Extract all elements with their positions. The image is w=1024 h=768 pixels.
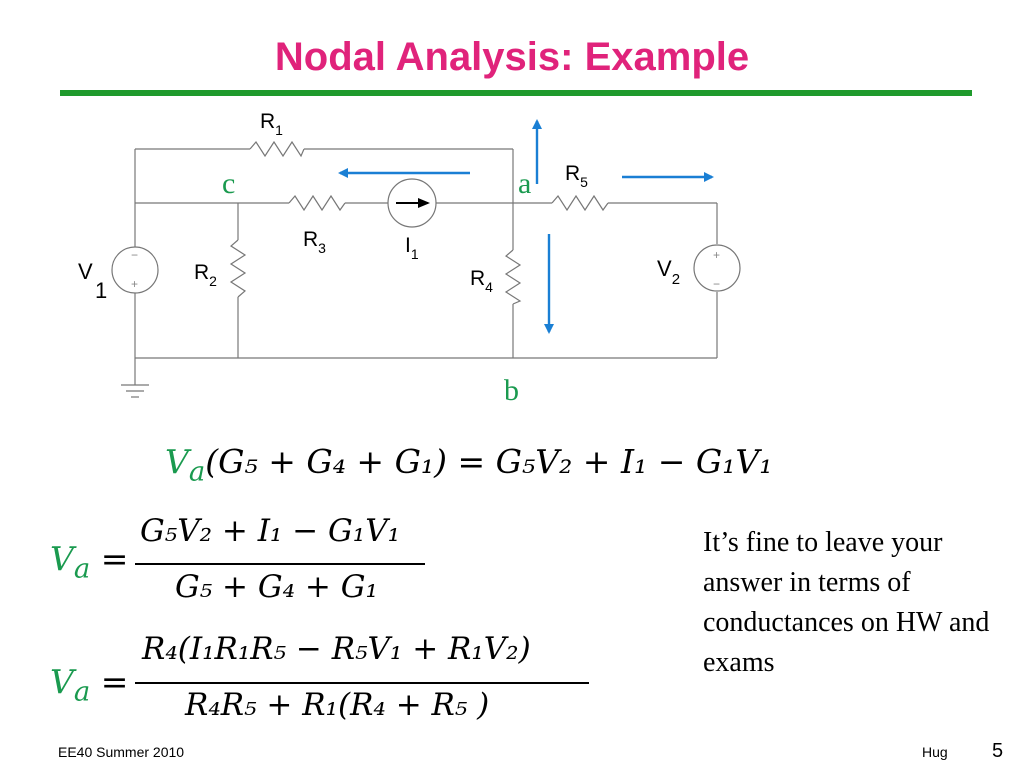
svg-text:R4 bbox=[470, 267, 493, 295]
eq3-lhs: $V_a$ = bbox=[50, 662, 129, 708]
resistor-r5 bbox=[552, 162, 608, 210]
v2-minus-sign: − bbox=[713, 277, 721, 291]
r4-letter: R bbox=[470, 267, 486, 290]
page-number: 5 bbox=[992, 740, 1004, 762]
v1-plus-sign: + bbox=[131, 277, 139, 291]
v2-subscript: 2 bbox=[671, 271, 681, 288]
ground-icon bbox=[121, 385, 149, 397]
r1-subscript: 1 bbox=[275, 122, 283, 138]
i1-subscript: 1 bbox=[410, 246, 419, 262]
eq3-fraction-bar bbox=[135, 682, 589, 684]
note-text: It’s fine to leave your answer in terms of conductances on HW and exams bbox=[703, 527, 990, 678]
eq2-fraction-bar bbox=[135, 563, 425, 565]
resistor-r2 bbox=[194, 240, 245, 297]
r5-letter: R bbox=[565, 162, 581, 185]
r2-subscript: 2 bbox=[209, 273, 217, 289]
i1-letter: I bbox=[405, 234, 411, 257]
svg-text:I1 bbox=[405, 234, 419, 262]
r5-subscript: 5 bbox=[580, 174, 588, 190]
node-label-c: c bbox=[222, 167, 236, 200]
eq3-numerator: R₄(I₁R₁R₅ − R₅V₁ + R₁V₂) bbox=[142, 631, 531, 667]
node-label-b: b bbox=[504, 374, 519, 407]
eq2-lhs: $V_a$ = bbox=[50, 539, 129, 585]
svg-text:R2 bbox=[194, 261, 217, 289]
eq3-denominator: R₄R₅ + R₁(R₄ + R₅ ) bbox=[185, 687, 490, 723]
footer-course: EE40 Summer 2010 bbox=[58, 744, 185, 760]
node-label-a: a bbox=[518, 167, 532, 200]
svg-text:R3 bbox=[303, 228, 326, 256]
v1-subscript: 1 bbox=[95, 278, 108, 303]
voltage-source-v1 bbox=[78, 247, 158, 303]
v1-letter: V bbox=[78, 259, 93, 284]
eq2-numerator: G₅V₂ + I₁ − G₁V₁ bbox=[140, 513, 401, 549]
slide-title: Nodal Analysis: Example bbox=[274, 35, 750, 79]
r4-subscript: 4 bbox=[485, 279, 493, 295]
eq1-body: (G₅ + G₄ + G₁) = G₅V₂ + I₁ − G₁V₁ bbox=[205, 442, 773, 481]
current-direction-arrows bbox=[340, 121, 712, 332]
v2-plus-sign: + bbox=[713, 248, 721, 262]
eq1-va: $V_a$ bbox=[165, 442, 206, 488]
svg-text:R5 bbox=[565, 162, 588, 190]
v1-minus-sign: − bbox=[131, 248, 139, 262]
v2-letter: V bbox=[657, 256, 672, 281]
eq2-denominator: G₅ + G₄ + G₁ bbox=[175, 569, 378, 605]
footer-author: Hug bbox=[922, 744, 948, 760]
resistor-r4 bbox=[470, 250, 520, 304]
resistor-r3 bbox=[289, 196, 345, 256]
r2-letter: R bbox=[194, 261, 210, 284]
r3-subscript: 3 bbox=[318, 240, 326, 256]
r3-letter: R bbox=[303, 228, 319, 251]
nodal-equation bbox=[165, 442, 773, 488]
svg-text:V2 bbox=[657, 256, 680, 288]
svg-text:R1 bbox=[260, 110, 283, 138]
resistor-r1 bbox=[250, 110, 304, 156]
r1-letter: R bbox=[260, 110, 276, 133]
current-source-i1 bbox=[388, 179, 436, 262]
voltage-source-v2 bbox=[657, 245, 740, 291]
